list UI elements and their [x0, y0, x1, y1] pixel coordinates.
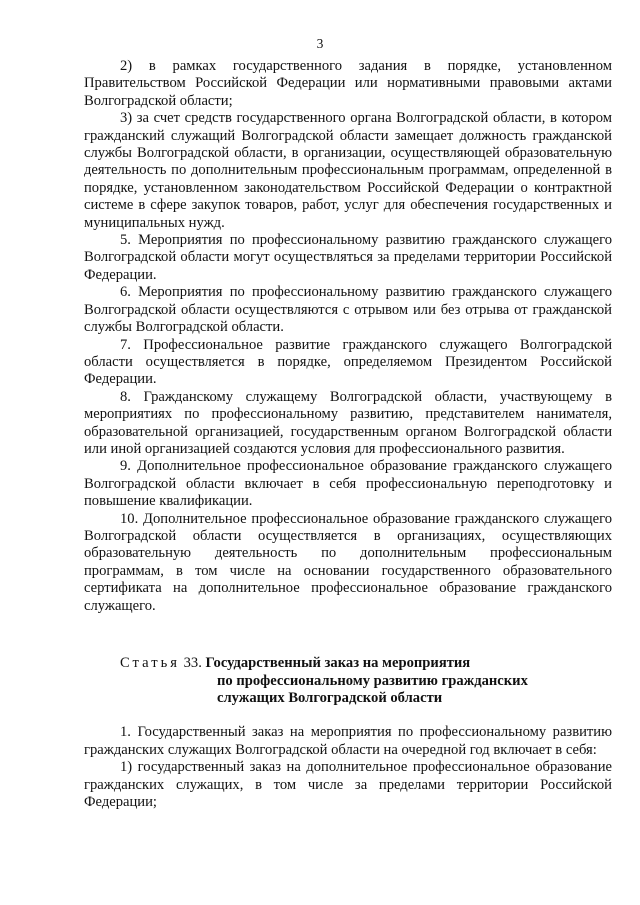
paragraph: 1) государственный заказ на дополнительное профессиональное образование гражданских служащих, в том числе за пределами территории Российской Федерации;	[84, 759, 612, 811]
paragraph: 3) за счет средств государственного органа Волгоградской области, в котором гражданский служащий Волгоградской области замещает должность гражданской службы Волгоградской области, в организации, осуществляющей образовательную деятельность по дополнительным профессиональным программам, определенной в порядке, установленном законодательством Российской Федерации о контрактной системе в сфере закупок товаров, работ, услуг для обеспечения государственных и муниципальных нужд.	[84, 110, 612, 231]
paragraph: 1. Государственный заказ на мероприятия по профессиональному развитию гражданских служащих Волгоградской области на очередной год включает в себя:	[84, 724, 612, 758]
article-heading	[120, 655, 600, 708]
article-word: Статья	[120, 655, 180, 671]
article-body	[84, 724, 612, 812]
article-title-line: по профессиональному развитию гражданских	[217, 672, 528, 689]
paragraph: 7. Профессиональное развитие гражданского служащего Волгоградской области осуществляется в порядке, определяемом Президентом Российской Федерации.	[84, 336, 612, 388]
body-text	[84, 58, 612, 615]
article-title-line: служащих Волгоградской области	[217, 690, 443, 707]
paragraph: 2) в рамках государственного задания в порядке, установленном Правительством Российской Федерации или нормативными правовыми актами Волгоградской области;	[84, 58, 612, 109]
paragraph: 5. Мероприятия по профессиональному развитию гражданского служащего Волгоградской области могут осуществляться за пределами территории Российской Федерации.	[84, 232, 612, 283]
article-number: 33.	[183, 655, 202, 671]
paragraph: 10. Дополнительное профессиональное образование гражданского служащего Волгоградской области осуществляется в организациях, осуществляющих образовательную деятельность по дополнительным профессиональным программам, в том числе на основании государственного образовательного сертификата на дополнительное профессиональное образование гражданского служащего.	[84, 510, 612, 614]
paragraph: 9. Дополнительное профессиональное образование гражданского служащего Волгоградской области включает в себя профессиональную переподготовку и повышение квалификации.	[84, 458, 612, 510]
paragraph: 6. Мероприятия по профессиональному развитию гражданского служащего Волгоградской области осуществляются с отрывом или без отрыва от гражданской службы Волгоградской области.	[84, 284, 612, 336]
article-title-line: Государственный заказ на мероприятия	[205, 655, 471, 671]
page-number: 3	[316, 36, 324, 51]
paragraph: 8. Гражданскому служащему Волгоградской области, участвующему в мероприятиях по профессиональному развитию, представителем нанимателя, образовательной организацией, государственным органом Волгоградской области или иной организацией создаются условия для профессионального развития.	[84, 388, 612, 457]
